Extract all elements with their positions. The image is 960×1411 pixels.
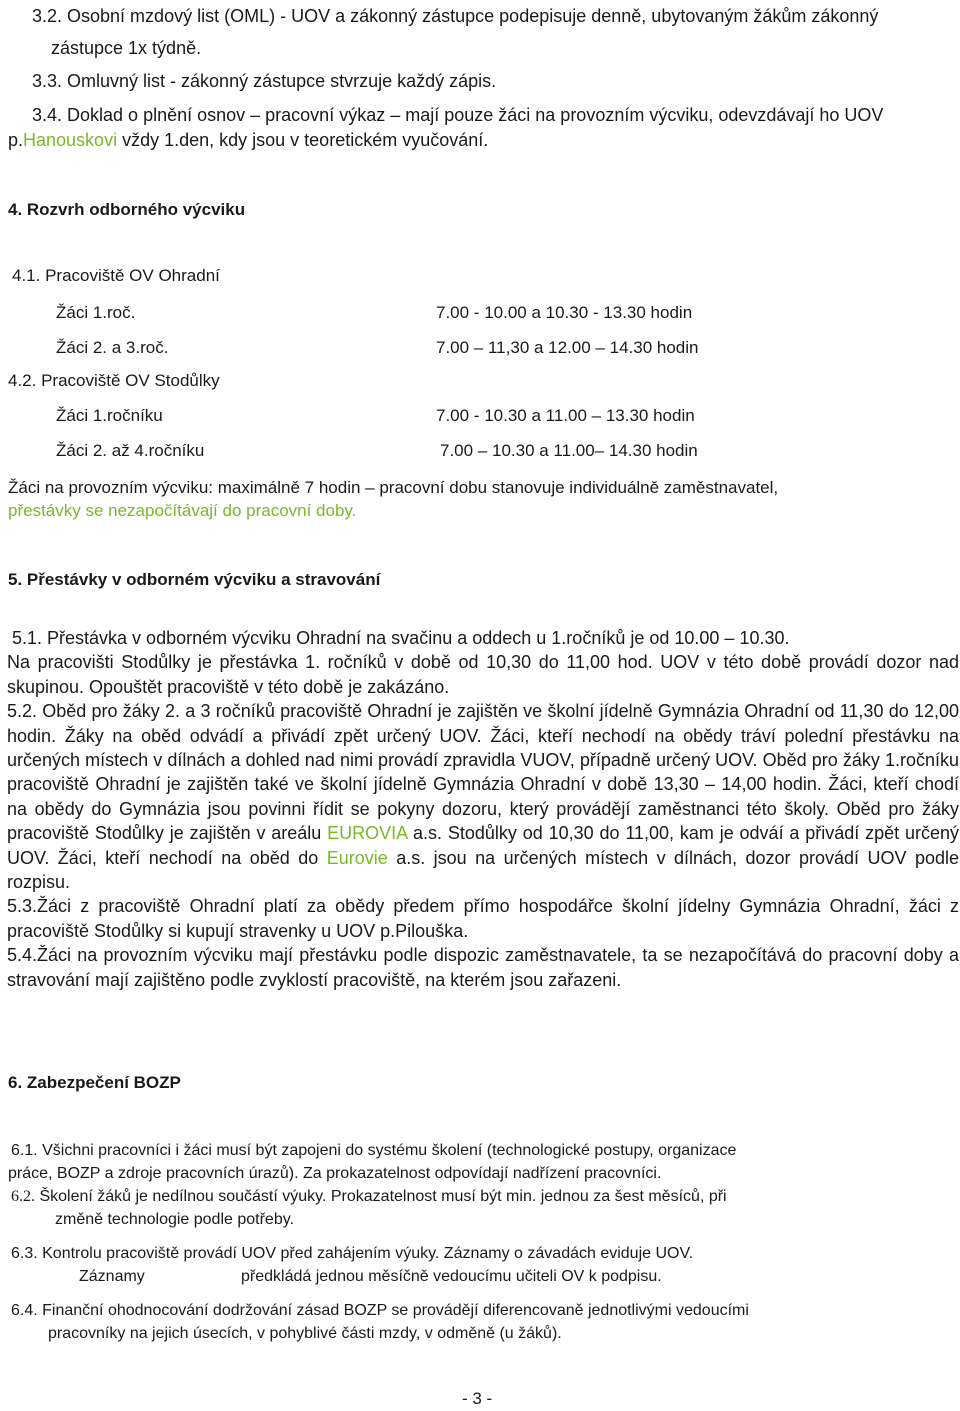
p63-line2-rest: předkládá jednou měsíčně vedoucímu učiteli OV k podpisu.	[241, 1268, 662, 1285]
section5-body	[7, 626, 959, 992]
eurovia-name: EUROVIA	[327, 823, 408, 844]
item-3-4-suffix: vždy 1.den, kdy jsou v teoretickém vyučování.	[117, 130, 489, 150]
p61-line1: 6.1. Všichni pracovníci i žáci musí být zapojeni do systému školení (technologické postupy, organizace	[11, 1142, 737, 1159]
hanouskovi-name: Hanouskovi	[23, 130, 118, 150]
section4-note-line2: přestávky se nezapočítávají do pracovní doby.	[8, 501, 357, 520]
p54: 5.4.Žáci na provozním výcviku mají přestávku podle dispozic zaměstnavatele, ta se nezapočítává do pracovní doby a stravování mají zajištěno podle zvyklostí pracoviště, na kterém jsou zařazeni.	[7, 945, 959, 990]
p63-line1: 6.3. Kontrolu pracoviště provádí UOV před zahájením výuky. Záznamy o závadách eviduje UOV.	[11, 1245, 694, 1262]
schedule-time: 7.00 – 11,30 a 12.00 – 14.30 hodin	[436, 338, 699, 357]
schedule-time: 7.00 - 10.30 a 11.00 – 13.30 hodin	[436, 406, 695, 425]
p62-text: Školení žáků je nedílnou součástí výuky. Prokazatelnost musí být min. jednou za šest měsíců, při	[35, 1188, 727, 1205]
p52-part-a: 5.2. Oběd pro žáky 2. a 3 ročníků pracoviště Ohradní je zajištěn ve školní jídelně Gymnázia Ohradní od 11,30 do 12,00 hodin. Žáky na oběd odvádí a přivádí zpět určený UOV. Žáci, kteří nechodí na obědy tráví polední přestávku na určených místech v dílnách a dohled nad nimi provádí zpravidla VUOV, případně určený UOV. Oběd pro žáky 1.ročníku pracoviště Ohradní je zajištěn také ve školní jídelně Gymnázia Ohradní v době 13,30 – 14,00 hodin. Žáci, kteří chodí na obědy do Gymnázia jsou povinni řídit se pokyny dozoru, který provádějí zaměstnanci této školy. Oběd pro žáky pracoviště Stodůlky je zajištěn v areálu	[7, 701, 959, 844]
section5-heading: 5. Přestávky v odborném výcviku a stravování	[8, 570, 381, 589]
item-3-4-line2	[8, 128, 488, 152]
page-number: - 3 -	[462, 1389, 493, 1408]
p51-rest: Na pracovišti Stodůlky je přestávka 1. ročníků v době od 10,30 do 11,00 hod. UOV v této době provádí dozor nad skupinou. Opouštět pracoviště v této době je zakázáno.	[7, 652, 959, 697]
p62-line2: změně technologie podle potřeby.	[55, 1211, 294, 1228]
p53: 5.3.Žáci z pracoviště Ohradní platí za obědy předem přímo hospodářce školní jídelny Gymnázia Ohradní, žáci z pracoviště Stodůlky si kupují stravenky u UOV p.Pilouška.	[7, 896, 959, 941]
eurovie-name: Eurovie	[326, 847, 388, 868]
item-3-2-line1: 3.2. Osobní mzdový list (OML) - UOV a zákonný zástupce podepisuje denně, ubytovaným žákům zákonný	[32, 6, 879, 26]
schedule-time: 7.00 – 10.30 a 11.00– 14.30 hodin	[440, 441, 698, 460]
p63-line2-lead: Záznamy	[79, 1268, 145, 1285]
item-3-4-prefix: p.	[8, 130, 24, 150]
item-3-4-line1: 3.4. Doklad o plnění osnov – pracovní výkaz – mají pouze žáci na provozním výcviku, odevzdávají ho UOV	[32, 105, 884, 125]
p62-line1	[11, 1186, 727, 1208]
p64-line1: 6.4. Finanční ohodnocování dodržování zásad BOZP se provádějí diferencovaně jednotlivými vedoucími	[11, 1302, 749, 1319]
section4-heading: 4. Rozvrh odborného výcviku	[8, 200, 246, 219]
item-3-3: 3.3. Omluvný list - zákonný zástupce stvrzuje každý zápis.	[32, 71, 497, 91]
item-3-2-line2: zástupce 1x týdně.	[51, 38, 202, 58]
p51-first-line: 5.1. Přestávka v odborném výcviku Ohradní na svačinu a oddech u 1.ročníků je od 10.00 – 10.30.	[12, 628, 790, 648]
schedule-label: Žáci 2. a 3.roč.	[56, 338, 169, 357]
p61-line2: práce, BOZP a zdroje pracovních úrazů). Za prokazatelnost odpovídají nadřízení pracovníci.	[8, 1165, 662, 1182]
schedule-label: Žáci 1.roč.	[56, 303, 136, 322]
p62-number: 6.2.	[11, 1188, 35, 1205]
p52-part-b: a.s. Stodůlky od 10,30 do 11,00, kam je odváí a přivádí zpět určený UOV. Žáci, kteří nechodí na oběd do	[7, 823, 959, 868]
schedule-label: Žáci 2. až 4.ročníku	[56, 441, 205, 460]
section4-note-line1: Žáci na provozním výcviku: maximálně 7 hodin – pracovní dobu stanovuje individuálně zaměstnavatel,	[8, 478, 779, 497]
p52-part-c: a.s. jsou na určených místech v dílnách, dozor provádí UOV podle rozpisu.	[7, 847, 960, 893]
section6-heading: 6. Zabezpečení BOZP	[8, 1073, 181, 1092]
schedule-label: Žáci 1.ročníku	[56, 406, 163, 425]
section4-sub2: 4.2. Pracoviště OV Stodůlky	[8, 371, 220, 390]
p64-line2: pracovníky na jejich úsecích, v pohyblivé části mzdy, v odměně (u žáků).	[48, 1325, 562, 1342]
schedule-time: 7.00 - 10.00 a 10.30 - 13.30 hodin	[436, 303, 693, 322]
p52	[7, 699, 959, 894]
section4-sub1: 4.1. Pracoviště OV Ohradní	[12, 266, 220, 285]
